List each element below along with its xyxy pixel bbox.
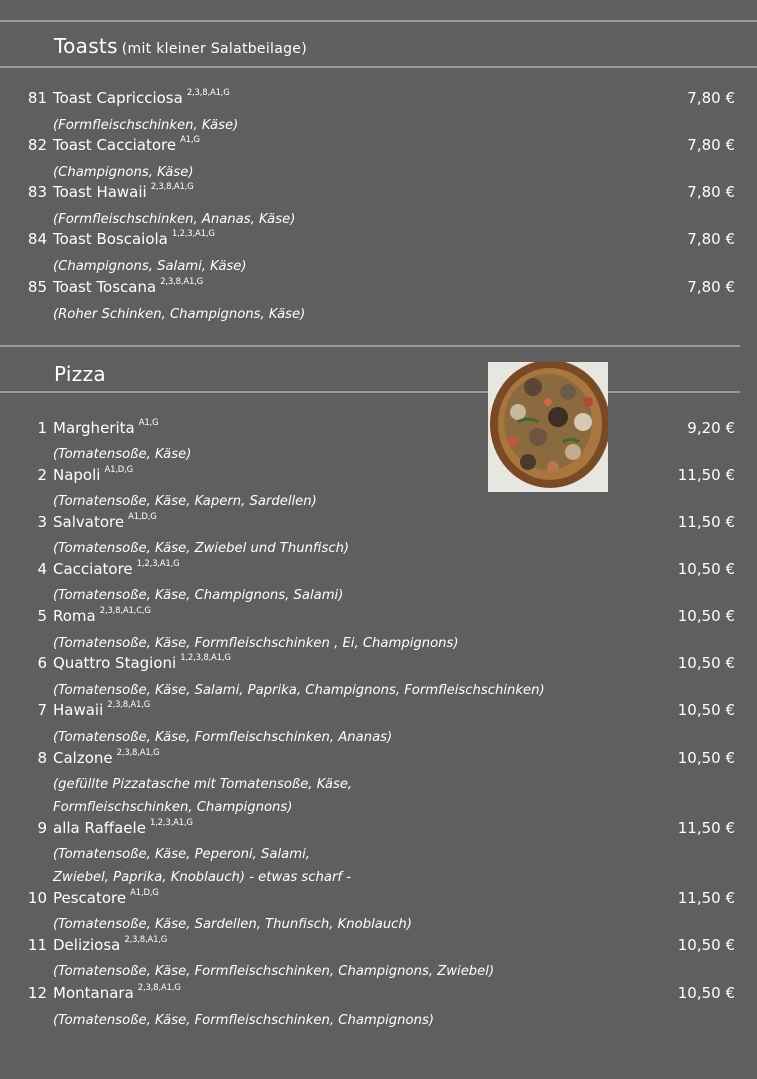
item-description: (Tomatensoße, Käse) <box>53 447 192 462</box>
item-name-wrap <box>53 136 200 154</box>
menu-item-pizza <box>0 984 757 1006</box>
allergen-codes: 1,2,3,A1,G <box>171 229 215 239</box>
item-name: Toast Cacciatore <box>53 136 177 154</box>
item-description: (Tomatensoße, Käse, Champignons, Salami) <box>53 588 344 603</box>
item-number: 81 <box>27 89 47 107</box>
top-divider <box>0 20 757 22</box>
item-name: Quattro Stagioni <box>53 654 177 672</box>
item-description: (Roher Schinken, Champignons, Käse) <box>53 307 306 322</box>
menu-item-pizza <box>0 466 757 488</box>
item-price: 10,50 € <box>677 654 735 672</box>
item-name: Hawaii <box>53 701 104 719</box>
item-price: 7,80 € <box>687 230 735 248</box>
item-number: 3 <box>37 513 47 531</box>
menu-item-pizza <box>0 819 757 841</box>
menu-item-pizza <box>0 654 757 676</box>
item-price: 10,50 € <box>677 607 735 625</box>
menu-item-pizza <box>0 749 757 771</box>
item-price: 10,50 € <box>677 984 735 1002</box>
menu-item-pizza <box>0 513 757 535</box>
item-name: Toast Capricciosa <box>53 89 183 107</box>
allergen-codes: 2,3,8,A1,G <box>107 700 151 710</box>
item-name-wrap <box>53 513 157 531</box>
item-description: (Tomatensoße, Käse, Kapern, Sardellen) <box>53 494 317 509</box>
allergen-codes: A1,G <box>180 135 200 145</box>
item-description: (Tomatensoße, Käse, Formfleischschinken, Champignons, Zwiebel) <box>53 964 495 979</box>
item-description: (Tomatensoße, Käse, Formfleischschinken , Ei, Champignons) <box>53 636 459 651</box>
menu-item-pizza <box>0 607 757 629</box>
item-number: 6 <box>37 654 47 672</box>
item-number: 84 <box>27 230 47 248</box>
item-price: 11,50 € <box>677 819 735 837</box>
item-price: 7,80 € <box>687 136 735 154</box>
pizza-top-divider <box>0 345 740 347</box>
item-name-wrap <box>53 984 181 1002</box>
item-name-wrap <box>53 466 133 484</box>
item-price: 7,80 € <box>687 278 735 296</box>
item-description: (Tomatensoße, Käse, Formfleischschinken, Champignons) <box>53 1013 434 1028</box>
item-name: Deliziosa <box>53 936 121 954</box>
allergen-codes: 1,2,3,A1,G <box>136 559 180 569</box>
item-description: (Tomatensoße, Käse, Zwiebel und Thunfisch) <box>53 541 350 556</box>
item-number: 2 <box>37 466 47 484</box>
item-number: 1 <box>37 419 47 437</box>
item-price: 11,50 € <box>677 466 735 484</box>
item-number: 4 <box>37 560 47 578</box>
item-number: 85 <box>27 278 47 296</box>
item-name-wrap <box>53 89 230 107</box>
item-price: 10,50 € <box>677 701 735 719</box>
item-name: Calzone <box>53 749 113 767</box>
item-price: 10,50 € <box>677 936 735 954</box>
pizza-title: Pizza <box>54 362 106 386</box>
item-price: 10,50 € <box>677 749 735 767</box>
item-name-wrap <box>53 230 215 248</box>
item-name-wrap <box>53 607 151 625</box>
item-name-wrap <box>53 278 203 296</box>
item-name: Margherita <box>53 419 135 437</box>
toasts-heading <box>54 34 307 58</box>
allergen-codes: A1,G <box>138 418 159 428</box>
allergen-codes: A1,D,G <box>128 512 157 522</box>
item-name: Cacciatore <box>53 560 133 578</box>
menu-item-pizza <box>0 936 757 958</box>
item-name-wrap <box>53 819 193 837</box>
allergen-codes: 2,3,8,A1,G <box>186 88 230 98</box>
allergen-codes: 2,3,8,A1,G <box>137 983 181 993</box>
item-price: 7,80 € <box>687 183 735 201</box>
allergen-codes: 2,3,8,A1,C,G <box>99 606 151 616</box>
allergen-codes: A1,D,G <box>104 465 134 475</box>
item-description: Formfleischschinken, Champignons) <box>53 800 293 815</box>
allergen-codes: 2,3,8,A1,G <box>150 182 194 192</box>
item-price: 7,80 € <box>687 89 735 107</box>
item-description: (Formfleischschinken, Ananas, Käse) <box>53 212 296 227</box>
item-name: Montanara <box>53 984 134 1002</box>
pizza-divider <box>0 391 740 393</box>
item-name: Toast Toscana <box>53 278 157 296</box>
menu-item-toasts <box>0 136 757 158</box>
item-description: (Tomatensoße, Käse, Sardellen, Thunfisch, Knoblauch) <box>53 917 412 932</box>
item-price: 10,50 € <box>677 560 735 578</box>
item-number: 83 <box>27 183 47 201</box>
toasts-divider <box>0 66 757 68</box>
item-price: 11,50 € <box>677 889 735 907</box>
item-number: 5 <box>37 607 47 625</box>
allergen-codes: 2,3,8,A1,G <box>160 277 204 287</box>
item-name-wrap <box>53 183 194 201</box>
item-name-wrap <box>53 654 231 672</box>
item-name-wrap <box>53 419 158 437</box>
item-price: 9,20 € <box>687 419 735 437</box>
item-name: Napoli <box>53 466 101 484</box>
allergen-codes: 1,2,3,A1,G <box>149 818 193 828</box>
item-description: (Tomatensoße, Käse, Peperoni, Salami, <box>53 847 310 862</box>
item-number: 12 <box>27 984 47 1002</box>
item-name-wrap <box>53 560 180 578</box>
item-description: (Champignons, Salami, Käse) <box>53 259 247 274</box>
item-name-wrap <box>53 701 150 719</box>
item-number: 82 <box>27 136 47 154</box>
menu-item-toasts <box>0 278 757 300</box>
item-description: (Tomatensoße, Käse, Salami, Paprika, Champignons, Formfleischschinken) <box>53 683 545 698</box>
item-number: 10 <box>27 889 47 907</box>
menu-item-toasts <box>0 89 757 111</box>
item-price: 11,50 € <box>677 513 735 531</box>
item-description: Zwiebel, Paprika, Knoblauch) - etwas scharf - <box>53 870 351 885</box>
item-name: Roma <box>53 607 96 625</box>
allergen-codes: 1,2,3,8,A1,G <box>180 653 231 663</box>
item-description: (Formfleischschinken, Käse) <box>53 118 239 133</box>
item-name-wrap <box>53 889 159 907</box>
allergen-codes: 2,3,8,A1,G <box>124 935 168 945</box>
allergen-codes: 2,3,8,A1,G <box>116 748 160 758</box>
toasts-title: Toasts <box>54 34 118 58</box>
item-name-wrap <box>53 936 167 954</box>
item-name-wrap <box>53 749 159 767</box>
menu-item-pizza <box>0 889 757 911</box>
item-name: Toast Boscaiola <box>53 230 168 248</box>
item-name: Pescatore <box>53 889 127 907</box>
item-description: (gefüllte Pizzatasche mit Tomatensoße, Käse, <box>53 777 353 792</box>
item-name: Salvatore <box>53 513 125 531</box>
item-number: 7 <box>37 701 47 719</box>
item-description: (Tomatensoße, Käse, Formfleischschinken, Ananas) <box>53 730 393 745</box>
menu-item-pizza <box>0 419 757 441</box>
menu-item-pizza <box>0 560 757 582</box>
menu-item-toasts <box>0 183 757 205</box>
item-number: 9 <box>37 819 47 837</box>
item-description: (Champignons, Käse) <box>53 165 194 180</box>
item-name: Toast Hawaii <box>53 183 147 201</box>
toasts-note: (mit kleiner Salatbeilage) <box>121 41 307 57</box>
item-name: alla Raffaele <box>53 819 146 837</box>
allergen-codes: A1,D,G <box>130 888 159 898</box>
item-number: 11 <box>27 936 47 954</box>
item-number: 8 <box>37 749 47 767</box>
menu-item-toasts <box>0 230 757 252</box>
menu-item-pizza <box>0 701 757 723</box>
